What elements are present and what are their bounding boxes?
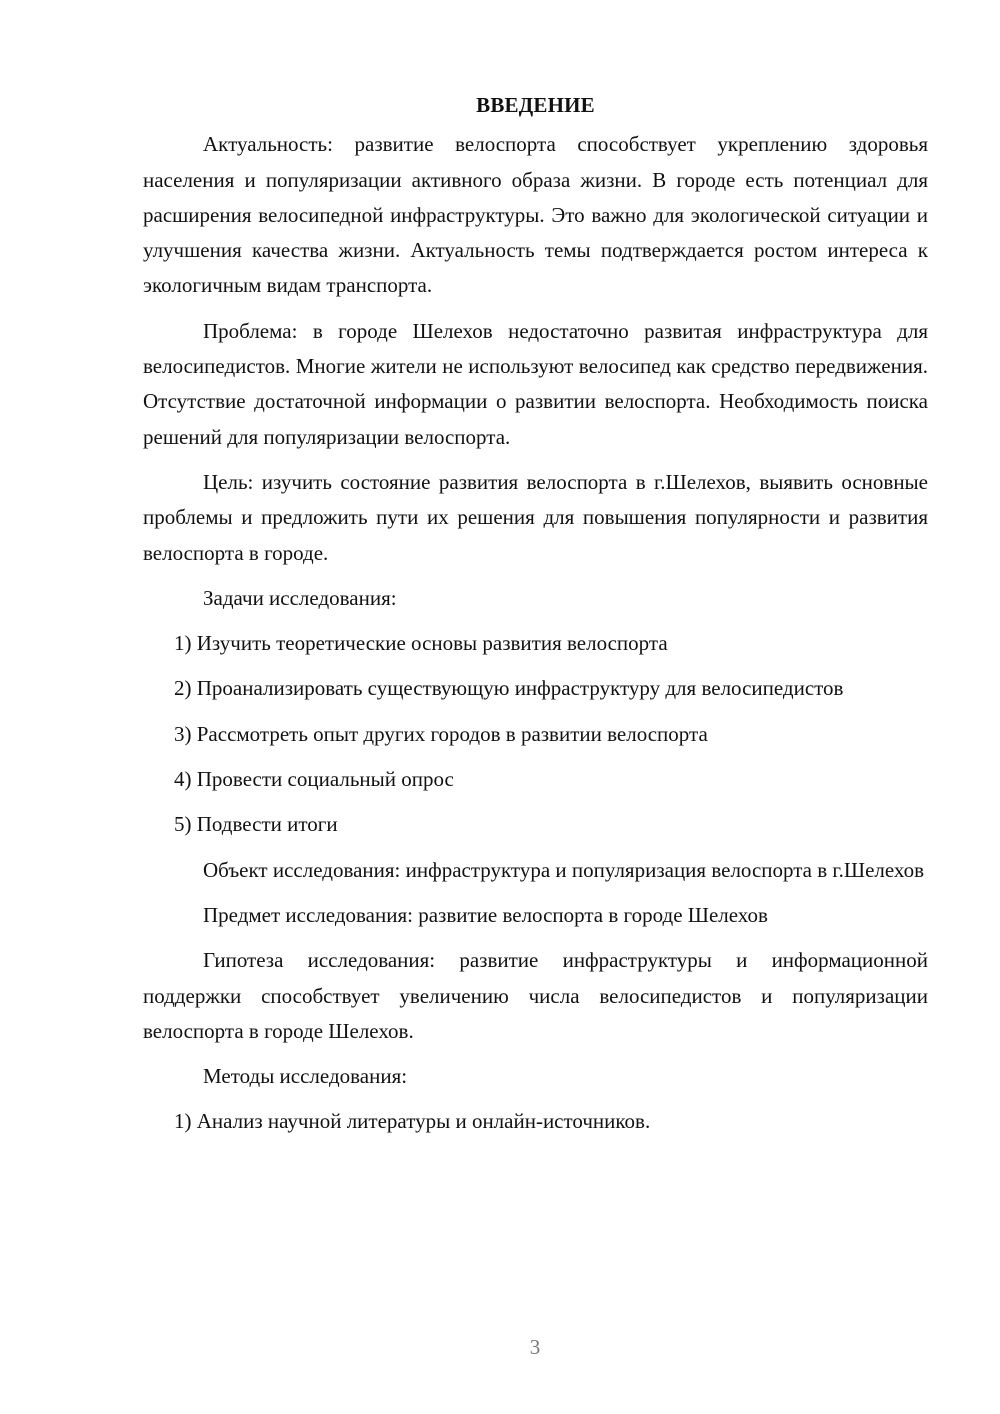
document-page bbox=[143, 88, 928, 1150]
problem-paragraph: Проблема: в городе Шелехов недостаточно развитая инфраструктура для велосипедистов. Многие жители не используют велосипед как средство передвижения. Отсутствие достаточной информации о развитии велоспорта. Необходимость поиска решений для популяризации велоспорта. bbox=[143, 318, 928, 449]
methods-heading: Методы исследования: bbox=[203, 1064, 408, 1089]
goal-paragraph: Цель: изучить состояние развития велоспорта в г.Шелехов, выявить основные проблемы и предложить пути их решения для повышения популярности и развития велоспорта в городе. bbox=[143, 469, 928, 565]
task-item-2: 2) Проанализировать существующую инфраструктуру для велосипедистов bbox=[174, 676, 844, 701]
tasks-heading: Задачи исследования: bbox=[203, 585, 397, 610]
task-item-1: 1) Изучить теоретические основы развития велоспорта bbox=[174, 631, 668, 656]
section-title: ВВЕДЕНИЕ bbox=[476, 93, 595, 117]
task-item-3: 3) Рассмотреть опыт других городов в развитии велоспорта bbox=[174, 721, 708, 746]
relevance-paragraph: Актуальность: развитие велоспорта способствует укреплению здоровья населения и популяризации активного образа жизни. В городе есть потенциал для расширения велосипедной инфраструктуры. Это важно для экологической ситуации и улучшения качества жизни. Актуальность темы подтверждается ростом интереса к экологичным видам транспорта. bbox=[143, 132, 928, 298]
task-item-5: 5) Подвести итоги bbox=[174, 812, 338, 837]
page-number: 3 bbox=[529, 1335, 541, 1359]
hypothesis-paragraph: Гипотеза исследования: развитие инфраструктуры и информационной поддержки способствует увеличению числа велосипедистов и популяризации велоспорта в городе Шелехов. bbox=[143, 948, 928, 1043]
task-item-4: 4) Провести социальный опрос bbox=[174, 767, 454, 792]
object-paragraph: Объект исследования: инфраструктура и популяризация велоспорта в г.Шелехов bbox=[203, 857, 925, 882]
method-item-1: 1) Анализ научной литературы и онлайн-источников. bbox=[174, 1109, 651, 1134]
subject-paragraph: Предмет исследования: развитие велоспорта в городе Шелехов bbox=[203, 902, 768, 927]
